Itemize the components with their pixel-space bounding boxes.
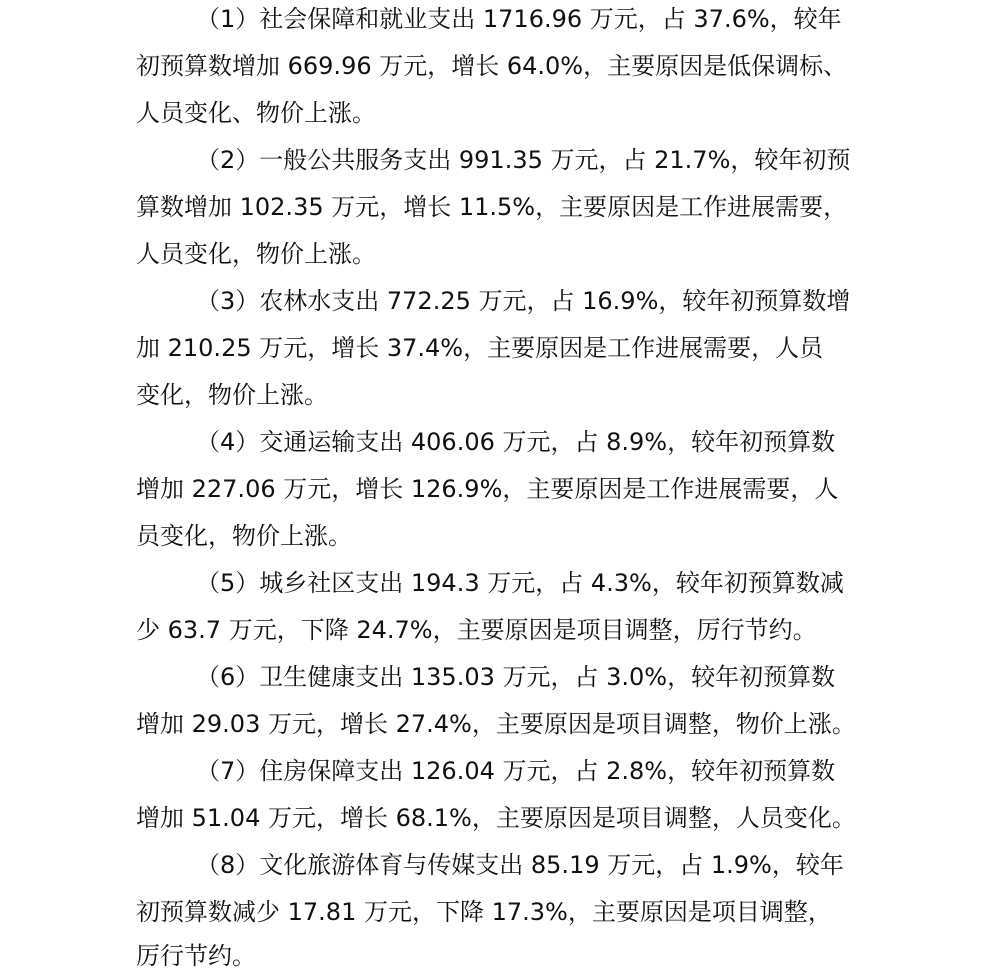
paragraph-3-line-2: 加 210.25 万元，增长 37.4%，主要原因是工作进展需要，人员 [136,334,824,362]
paragraph-4-line-2: 增加 227.06 万元，增长 126.9%，主要原因是工作进展需要，人 [136,475,839,503]
paragraph-4-line-3: 员变化，物价上涨。 [136,522,352,550]
paragraph-8-line-2: 初预算数减少 17.81 万元，下降 17.3%，主要原因是项目调整， [136,898,832,926]
paragraph-7-line-2: 增加 51.04 万元，增长 68.1%，主要原因是项目调整，人员变化。 [136,804,856,832]
paragraph-8-line-3: 厉行节约。 [136,942,256,970]
paragraph-1-line-2: 初预算数增加 669.96 万元，增长 64.0%，主要原因是低保调标、 [136,52,848,80]
paragraph-2-line-2: 算数增加 102.35 万元，增长 11.5%，主要原因是工作进展需要， [136,193,848,221]
paragraph-1-line-3: 人员变化、物价上涨。 [136,99,376,127]
paragraph-5-line-1: （5）城乡社区支出 194.3 万元，占 4.3%，较年初预算数减 [196,569,844,597]
paragraph-3-line-1: （3）农林水支出 772.25 万元，占 16.9%，较年初预算数增 [196,287,851,315]
paragraph-6-line-2: 增加 29.03 万元，增长 27.4%，主要原因是项目调整，物价上涨。 [136,710,856,738]
paragraph-2-line-1: （2）一般公共服务支出 991.35 万元，占 21.7%，较年初预 [196,146,851,174]
paragraph-5-line-2: 少 63.7 万元，下降 24.7%，主要原因是项目调整，厉行节约。 [136,616,817,644]
paragraph-4-line-1: （4）交通运输支出 406.06 万元，占 8.9%，较年初预算数 [196,428,836,456]
paragraph-7-line-1: （7）住房保障支出 126.04 万元，占 2.8%，较年初预算数 [196,757,836,785]
paragraph-8-line-1: （8）文化旅游体育与传媒支出 85.19 万元，占 1.9%，较年 [196,851,844,879]
paragraph-1-line-1: （1）社会保障和就业支出 1716.96 万元，占 37.6%，较年 [196,5,842,33]
paragraph-6-line-1: （6）卫生健康支出 135.03 万元，占 3.0%，较年初预算数 [196,663,836,691]
paragraph-2-line-3: 人员变化，物价上涨。 [136,240,376,268]
paragraph-3-line-3: 变化，物价上涨。 [136,381,328,409]
